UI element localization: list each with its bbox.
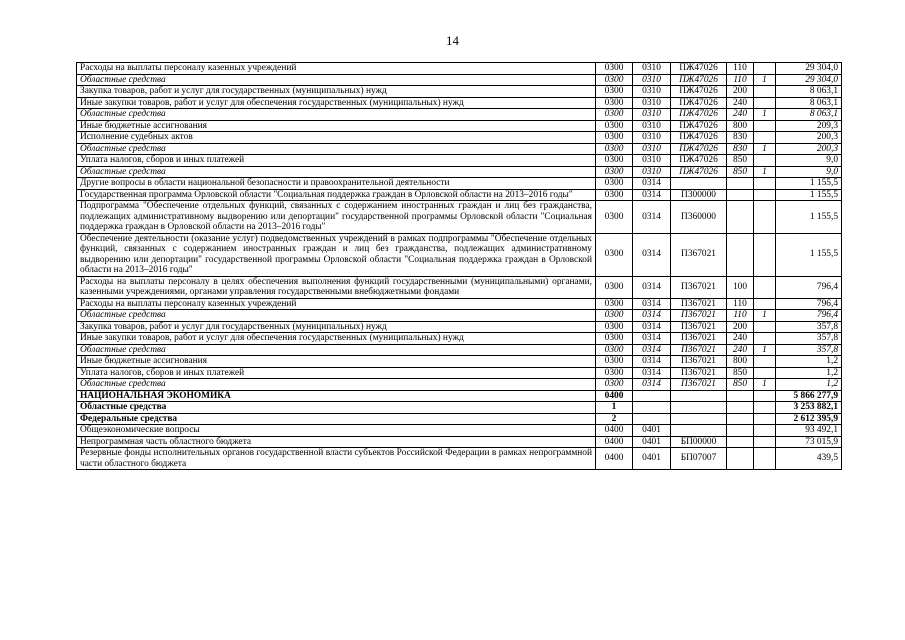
cell-amount: 200,3 [776,132,842,144]
table-row [77,390,842,402]
cell-funding-source [754,97,776,109]
cell-section: 0300 [596,298,633,310]
cell-funding-source [754,233,776,276]
cell-amount: 357,8 [776,333,842,345]
table-row [77,344,842,356]
cell-subsection: 0310 [633,86,671,98]
cell-subsection: 0314 [633,333,671,345]
cell-amount: 9,0 [776,166,842,178]
cell-target-article: БП00000 [671,436,727,448]
cell-funding-source [754,120,776,132]
cell-section: 2 [596,413,633,425]
cell-funding-source: 1 [754,379,776,391]
cell-subsection: 0310 [633,120,671,132]
cell-target-article: ПЖ47026 [671,132,727,144]
cell-subsection: 0314 [633,367,671,379]
cell-funding-source [754,276,776,298]
table-row [77,310,842,322]
cell-section: 0300 [596,201,633,234]
cell-subsection: 0310 [633,74,671,86]
cell-amount: 73 015,9 [776,436,842,448]
cell-subsection: 0310 [633,132,671,144]
cell-target-article: П367021 [671,298,727,310]
cell-target-article: ПЖ47026 [671,120,727,132]
cell-amount: 796,4 [776,276,842,298]
cell-target-article: П367021 [671,333,727,345]
cell-funding-source [754,189,776,201]
cell-expense-type: 850 [727,155,754,167]
cell-subsection: 0314 [633,298,671,310]
table-row [77,448,842,470]
cell-name: Областные средства [77,109,596,121]
cell-expense-type: 110 [727,74,754,86]
cell-expense-type: 830 [727,143,754,155]
cell-subsection: 0314 [633,356,671,368]
cell-section: 0300 [596,276,633,298]
cell-funding-source [754,448,776,470]
cell-amount: 357,8 [776,344,842,356]
cell-section: 0300 [596,86,633,98]
cell-name: Расходы на выплаты персоналу казенных учреждений [77,298,596,310]
cell-amount: 8 063,1 [776,86,842,98]
cell-expense-type: 100 [727,276,754,298]
cell-funding-source [754,132,776,144]
table-row [77,109,842,121]
cell-name: Областные средства [77,310,596,322]
cell-funding-source [754,298,776,310]
cell-subsection: 0314 [633,321,671,333]
cell-section: 0300 [596,367,633,379]
cell-amount: 1,2 [776,367,842,379]
cell-subsection [633,390,671,402]
cell-name: Общеэкономические вопросы [77,425,596,437]
cell-expense-type: 240 [727,333,754,345]
cell-name: Уплата налогов, сборов и иных платежей [77,155,596,167]
cell-expense-type: 240 [727,344,754,356]
cell-name: Областные средства [77,344,596,356]
cell-amount: 29 304,0 [776,74,842,86]
cell-amount: 209,3 [776,120,842,132]
table-row [77,74,842,86]
cell-subsection: 0314 [633,233,671,276]
cell-target-article: ПЖ47026 [671,155,727,167]
cell-funding-source: 1 [754,344,776,356]
cell-funding-source [754,201,776,234]
cell-amount: 2 612 395,9 [776,413,842,425]
cell-section: 0300 [596,132,633,144]
cell-subsection: 0310 [633,63,671,75]
cell-target-article: П360000 [671,201,727,234]
table-row [77,143,842,155]
cell-expense-type [727,189,754,201]
cell-amount: 29 304,0 [776,63,842,75]
cell-funding-source: 1 [754,166,776,178]
cell-name: Иные закупки товаров, работ и услуг для обеспечения государственных (муниципальных) нужд [77,97,596,109]
cell-expense-type [727,402,754,414]
cell-funding-source [754,321,776,333]
cell-expense-type: 110 [727,63,754,75]
cell-section: 0300 [596,97,633,109]
cell-name: Федеральные средства [77,413,596,425]
cell-subsection: 0401 [633,425,671,437]
cell-subsection: 0310 [633,143,671,155]
cell-subsection [633,402,671,414]
cell-section: 0300 [596,166,633,178]
cell-target-article: ПЖ47026 [671,97,727,109]
cell-name: Подпрограмма "Обеспечение отдельных функций, связанных с содержанием иностранных граждан и лиц без гражданства, подлежащих административному выдворению или депортации" государственной программы Орловской области "Социальная поддержка граждан в Орловской области на 2013–2016 годы" [77,201,596,234]
table-row [77,132,842,144]
cell-name: НАЦИОНАЛЬНАЯ ЭКОНОМИКА [77,390,596,402]
cell-target-article: БП07007 [671,448,727,470]
table-row [77,333,842,345]
table-row [77,379,842,391]
cell-expense-type [727,390,754,402]
cell-funding-source [754,356,776,368]
cell-name: Резервные фонды исполнительных органов государственной власти субъектов Российской Федерации в рамках непрограммной части областного бюджета [77,448,596,470]
cell-amount: 9,0 [776,155,842,167]
cell-name: Областные средства [77,74,596,86]
cell-amount: 1,2 [776,356,842,368]
cell-subsection: 0310 [633,97,671,109]
cell-funding-source [754,155,776,167]
cell-subsection: 0314 [633,276,671,298]
cell-name: Расходы на выплаты персоналу в целях обеспечения выполнения функций государственными (муниципальными) органами, казенными учреждениями, органами управления государственными внебюджетными фондами [77,276,596,298]
cell-amount: 1 155,5 [776,201,842,234]
cell-target-article: П367021 [671,356,727,368]
table-row [77,166,842,178]
cell-funding-source: 1 [754,109,776,121]
cell-section: 0300 [596,109,633,121]
cell-funding-source [754,333,776,345]
cell-target-article: П367021 [671,344,727,356]
cell-target-article: ПЖ47026 [671,86,727,98]
cell-subsection: 0401 [633,448,671,470]
cell-funding-source [754,436,776,448]
table-row [77,189,842,201]
cell-subsection: 0314 [633,344,671,356]
cell-expense-type: 110 [727,298,754,310]
cell-target-article: П367021 [671,276,727,298]
cell-expense-type [727,233,754,276]
cell-amount: 8 063,1 [776,109,842,121]
cell-name: Закупка товаров, работ и услуг для государственных (муниципальных) нужд [77,86,596,98]
cell-funding-source: 1 [754,74,776,86]
cell-target-article: ПЖ47026 [671,166,727,178]
table-row [77,97,842,109]
cell-name: Иные бюджетные ассигнования [77,120,596,132]
table-row [77,425,842,437]
cell-amount: 8 063,1 [776,97,842,109]
cell-name: Обеспечение деятельности (оказание услуг) подведомственных учреждений в рамках подпрограммы "Обеспечение отдельных функций, связанных с содержанием иностранных граждан и лиц без гражданства, подлежащих административному выдворению или депортации" государственной программы Орловской области "Социальная поддержка граждан в Орловской области на 2013–2016 годы" [77,233,596,276]
cell-name: Областные средства [77,402,596,414]
cell-name: Другие вопросы в области национальной безопасности и правоохранительной деятельности [77,178,596,190]
cell-section: 0300 [596,120,633,132]
cell-name: Областные средства [77,166,596,178]
cell-section: 0400 [596,436,633,448]
cell-name: Непрограммная часть областного бюджета [77,436,596,448]
cell-subsection: 0314 [633,379,671,391]
cell-expense-type [727,201,754,234]
cell-funding-source [754,178,776,190]
cell-expense-type [727,436,754,448]
cell-expense-type: 850 [727,367,754,379]
cell-amount: 796,4 [776,310,842,322]
cell-section: 0300 [596,178,633,190]
cell-expense-type [727,178,754,190]
table-row [77,321,842,333]
cell-target-article: ПЖ47026 [671,109,727,121]
cell-section: 0400 [596,390,633,402]
cell-target-article [671,425,727,437]
cell-section: 0300 [596,310,633,322]
cell-expense-type: 850 [727,379,754,391]
cell-section: 0400 [596,425,633,437]
cell-section: 0300 [596,143,633,155]
cell-subsection: 0314 [633,310,671,322]
table-row [77,298,842,310]
budget-table [76,62,842,470]
cell-subsection [633,413,671,425]
cell-funding-source: 1 [754,310,776,322]
cell-amount: 357,8 [776,321,842,333]
cell-amount: 200,3 [776,143,842,155]
cell-expense-type: 200 [727,321,754,333]
cell-subsection: 0401 [633,436,671,448]
cell-target-article: П367021 [671,310,727,322]
cell-section: 0300 [596,356,633,368]
cell-expense-type: 240 [727,97,754,109]
page-number: 14 [446,33,459,48]
cell-subsection: 0314 [633,201,671,234]
cell-funding-source [754,86,776,98]
cell-target-article: П300000 [671,189,727,201]
cell-funding-source: 1 [754,143,776,155]
cell-section: 1 [596,402,633,414]
cell-name: Расходы на выплаты персоналу казенных учреждений [77,63,596,75]
table-row [77,178,842,190]
cell-funding-source [754,63,776,75]
cell-expense-type: 850 [727,166,754,178]
table-row [77,63,842,75]
table-row [77,356,842,368]
cell-funding-source [754,425,776,437]
cell-subsection: 0314 [633,189,671,201]
table-row [77,155,842,167]
cell-funding-source [754,390,776,402]
cell-expense-type: 800 [727,120,754,132]
cell-target-article: ПЖ47026 [671,74,727,86]
cell-expense-type: 110 [727,310,754,322]
cell-target-article: П367021 [671,321,727,333]
table-row [77,413,842,425]
cell-section: 0300 [596,321,633,333]
table-row [77,120,842,132]
cell-section: 0300 [596,74,633,86]
cell-expense-type [727,413,754,425]
cell-name: Исполнение судебных актов [77,132,596,144]
cell-amount: 1 155,5 [776,178,842,190]
cell-section: 0300 [596,155,633,167]
cell-target-article: ПЖ47026 [671,63,727,75]
cell-expense-type [727,448,754,470]
table-row [77,201,842,234]
cell-expense-type [727,425,754,437]
cell-amount: 1 155,5 [776,233,842,276]
cell-name: Государственная программа Орловской области "Социальная поддержка граждан в Орловской области на 2013–2016 годы" [77,189,596,201]
cell-funding-source [754,413,776,425]
cell-expense-type: 800 [727,356,754,368]
cell-section: 0300 [596,233,633,276]
cell-target-article [671,413,727,425]
cell-name: Закупка товаров, работ и услуг для государственных (муниципальных) нужд [77,321,596,333]
cell-expense-type: 240 [727,109,754,121]
cell-subsection: 0310 [633,109,671,121]
cell-amount: 796,4 [776,298,842,310]
cell-amount: 439,5 [776,448,842,470]
cell-name: Областные средства [77,379,596,391]
cell-section: 0300 [596,379,633,391]
cell-target-article [671,178,727,190]
cell-target-article [671,402,727,414]
cell-section: 0300 [596,189,633,201]
cell-name: Иные бюджетные ассигнования [77,356,596,368]
table-row [77,367,842,379]
cell-amount: 1,2 [776,379,842,391]
cell-section: 0300 [596,63,633,75]
cell-target-article [671,390,727,402]
cell-funding-source [754,402,776,414]
cell-amount: 1 155,5 [776,189,842,201]
cell-name: Областные средства [77,143,596,155]
cell-target-article: П367021 [671,233,727,276]
cell-amount: 3 253 882,1 [776,402,842,414]
cell-section: 0400 [596,448,633,470]
cell-target-article: П367021 [671,379,727,391]
table-row [77,233,842,276]
cell-subsection: 0314 [633,178,671,190]
table-row [77,402,842,414]
cell-expense-type: 200 [727,86,754,98]
cell-section: 0300 [596,333,633,345]
cell-section: 0300 [596,344,633,356]
cell-expense-type: 830 [727,132,754,144]
table-row [77,436,842,448]
cell-subsection: 0310 [633,155,671,167]
cell-name: Иные закупки товаров, работ и услуг для обеспечения государственных (муниципальных) нужд [77,333,596,345]
cell-target-article: ПЖ47026 [671,143,727,155]
cell-amount: 93 492,1 [776,425,842,437]
cell-amount: 5 866 277,9 [776,390,842,402]
table-row [77,86,842,98]
table-row [77,276,842,298]
cell-subsection: 0310 [633,166,671,178]
cell-target-article: П367021 [671,367,727,379]
table-body [77,63,842,470]
cell-funding-source [754,367,776,379]
cell-name: Уплата налогов, сборов и иных платежей [77,367,596,379]
